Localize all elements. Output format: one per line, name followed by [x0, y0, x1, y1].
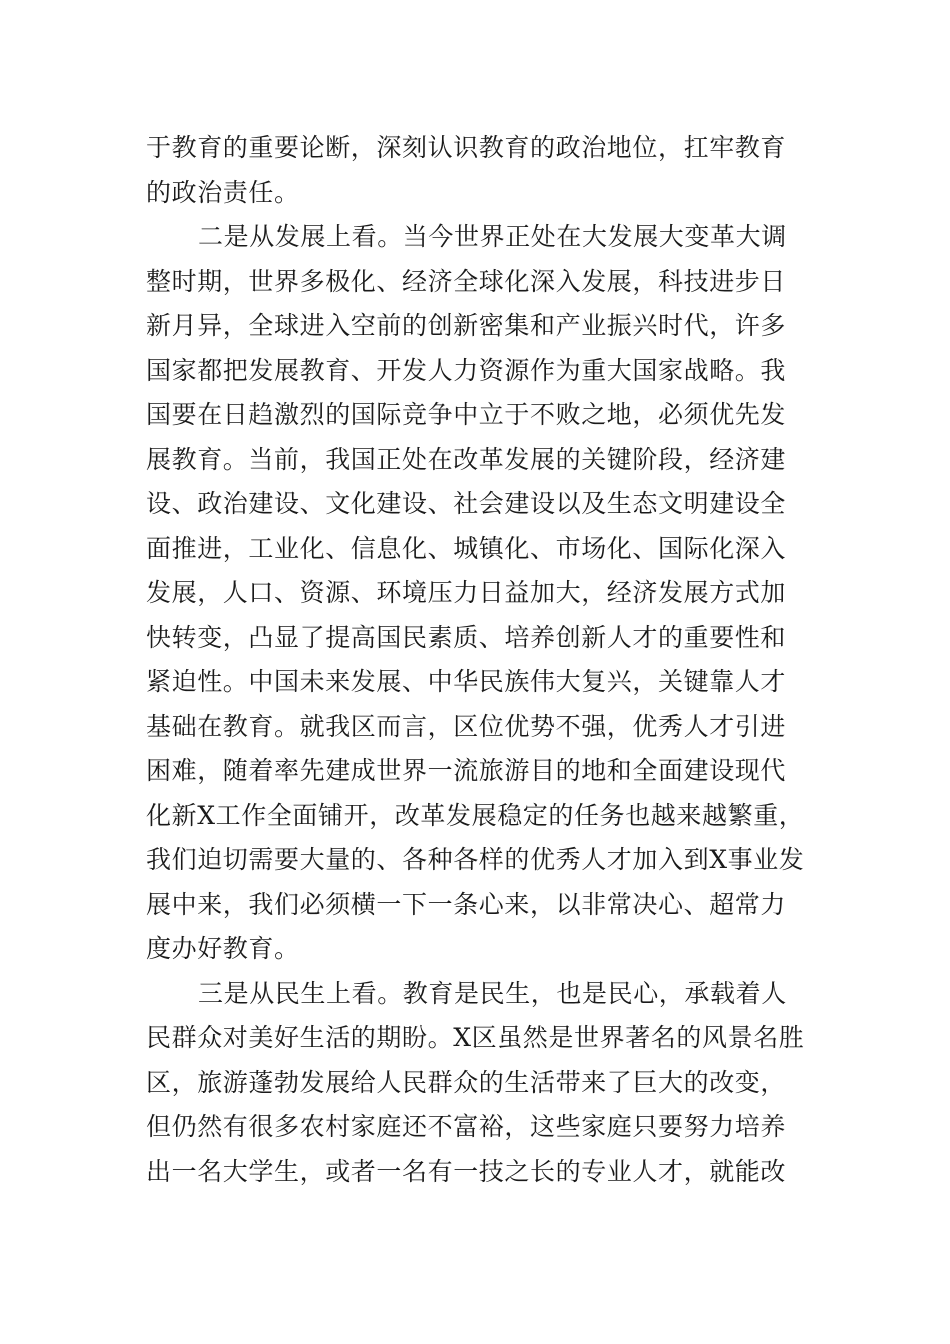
- text-line: 紧迫性。中国未来发展、中华民族伟大复兴，关键靠人才: [146, 667, 787, 696]
- text-line: 国要在日趋激烈的国际竞争中立于不败之地，必须优先发: [146, 400, 787, 429]
- text-line: 设、政治建设、文化建设、社会建设以及生态文明建设全: [146, 489, 787, 518]
- paragraph-livelihood: [146, 972, 810, 1195]
- text-line: 困难，随着率先建成世界一流旅游目的地和全面建设现代: [146, 756, 787, 785]
- text-line: 新月异，全球进入空前的创新密集和产业振兴时代，许多: [146, 311, 787, 340]
- text-line: 度办好教育。: [146, 934, 300, 963]
- paragraph-continuation: [146, 126, 810, 215]
- text-line: 化新X工作全面铺开，改革发展稳定的任务也越来越繁重，: [146, 800, 805, 830]
- text-line: 民群众对美好生活的期盼。X区虽然是世界著名的风景名胜: [146, 1023, 805, 1052]
- text-line: 面推进，工业化、信息化、城镇化、市场化、国际化深入: [146, 533, 787, 563]
- text-line: 我们迫切需要大量的、各种各样的优秀人才加入到X事业发: [146, 845, 805, 874]
- text-line: 于教育的重要论断，深刻认识教育的政治地位，扛牢教育: [146, 133, 787, 162]
- text-line: 但仍然有很多农村家庭还不富裕，这些家庭只要努力培养: [146, 1112, 787, 1141]
- document-body: [146, 126, 810, 1194]
- text-line: 区，旅游蓬勃发展给人民群众的生活带来了巨大的改变，: [146, 1067, 787, 1097]
- text-line: 二是从发展上看。当今世界正处在大发展大变革大调: [198, 222, 787, 251]
- text-line: 基础在教育。就我区而言，区位优势不强，优秀人才引进: [146, 711, 787, 741]
- paragraph-development: [146, 215, 810, 972]
- text-line: 展教育。当前，我国正处在改革发展的关键阶段，经济建: [146, 444, 787, 474]
- text-line: 展中来，我们必须横一下一条心来，以非常决心、超常力: [146, 889, 787, 919]
- text-line: 快转变，凸显了提高国民素质、培养创新人才的重要性和: [146, 622, 787, 652]
- text-line: 整时期，世界多极化、经济全球化深入发展，科技进步日: [146, 266, 787, 296]
- text-line: 出一名大学生，或者一名有一技之长的专业人才，就能改: [146, 1156, 787, 1186]
- text-line: 发展，人口、资源、环境压力日益加大，经济发展方式加: [146, 578, 787, 607]
- text-line: 的政治责任。: [146, 177, 300, 207]
- text-line: 三是从民生上看。教育是民生，也是民心，承载着人: [198, 978, 787, 1008]
- text-line: 国家都把发展教育、开发人力资源作为重大国家战略。我: [146, 355, 787, 385]
